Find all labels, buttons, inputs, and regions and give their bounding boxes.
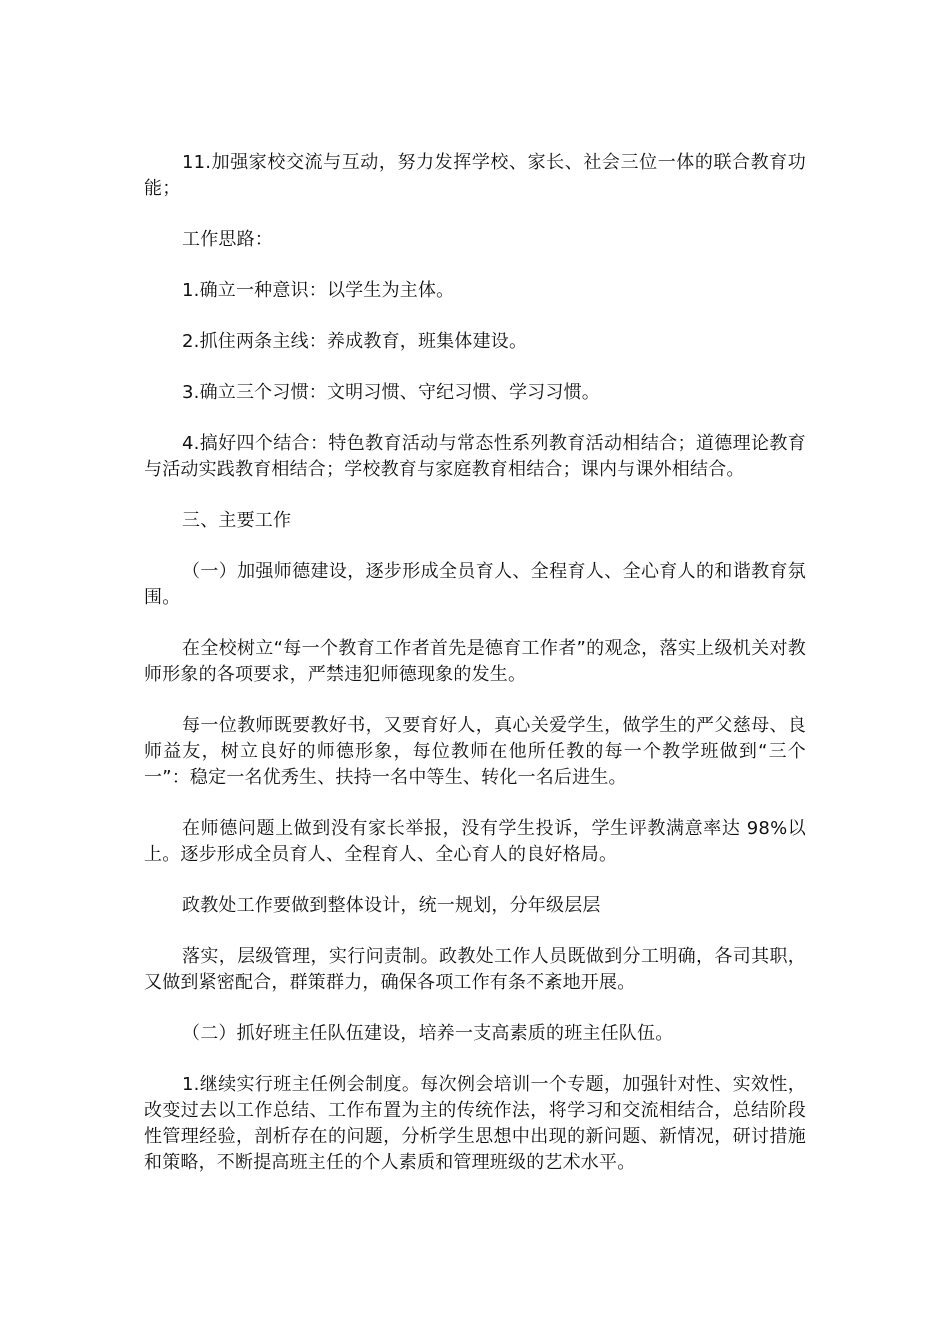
subheading-head-teacher-team: （二）抓好班主任队伍建设，培养一支高素质的班主任队伍。 [182,1023,674,1044]
paragraph-implementation: 落实，层级管理，实行问责制。政教处工作人员既做到分工明确，各司其职，又做到紧密配合，群策群力，确保各项工作有条不紊地开展。 [144,946,806,993]
paragraph-meeting-system: 1.继续实行班主任例会制度。每次例会培训一个专题，加强针对性、实效性，改变过去以工作总结、工作布置为主的传统作法，将学习和交流相结合，总结阶段性管理经验，剖析存在的问题，分析学生思想中出现的新问题、新情况，研讨措施和策略，不断提高班主任的个人素质和管理班级的艺术水平。 [144,1074,806,1173]
paragraph-overall-design: 政教处工作要做到整体设计，统一规划，分年级层层 [182,895,601,916]
paragraph-approach-1: 1.确立一种意识：以学生为主体。 [182,280,455,301]
paragraph-work-approach-heading: 工作思路： [182,229,273,250]
paragraph-ethics-concept: 在全校树立“每一个教育工作者首先是德育工作者”的观念，落实上级机关对教师形象的各项要求，严禁违犯师德现象的发生。 [144,638,806,685]
paragraph-approach-4: 4.搞好四个结合：特色教育活动与常态性系列教育活动相结合；道德理论教育与活动实践教育相结合；学校教育与家庭教育相结合；课内与课外相结合。 [144,433,806,480]
paragraph-teacher-duties: 每一位教师既要教好书，又要育好人，真心关爱学生，做学生的严父慈母、良师益友，树立良好的师德形象，每位教师在他所任教的每一个教学班做到“三个一”：稳定一名优秀生、扶持一名中等生、转化一名后进生。 [144,715,806,788]
subheading-teacher-ethics: （一）加强师德建设，逐步形成全员育人、全程育人、全心育人的和谐教育氛围。 [144,561,806,608]
paragraph-approach-2: 2.抓住两条主线：养成教育，班集体建设。 [182,331,528,352]
section-heading-main-work: 三、主要工作 [182,510,292,531]
document-body [144,150,806,1201]
paragraph-home-school-cooperation: 11.加强家校交流与互动，努力发挥学校、家长、社会三位一体的联合教育功能； [144,152,806,199]
paragraph-satisfaction-rate: 在师德问题上做到没有家长举报，没有学生投诉，学生评教满意率达 98%以上。逐步形成全员育人、全程育人、全心育人的良好格局。 [144,818,806,865]
paragraph-approach-3: 3.确立三个习惯：文明习惯、守纪习惯、学习习惯。 [182,382,600,403]
